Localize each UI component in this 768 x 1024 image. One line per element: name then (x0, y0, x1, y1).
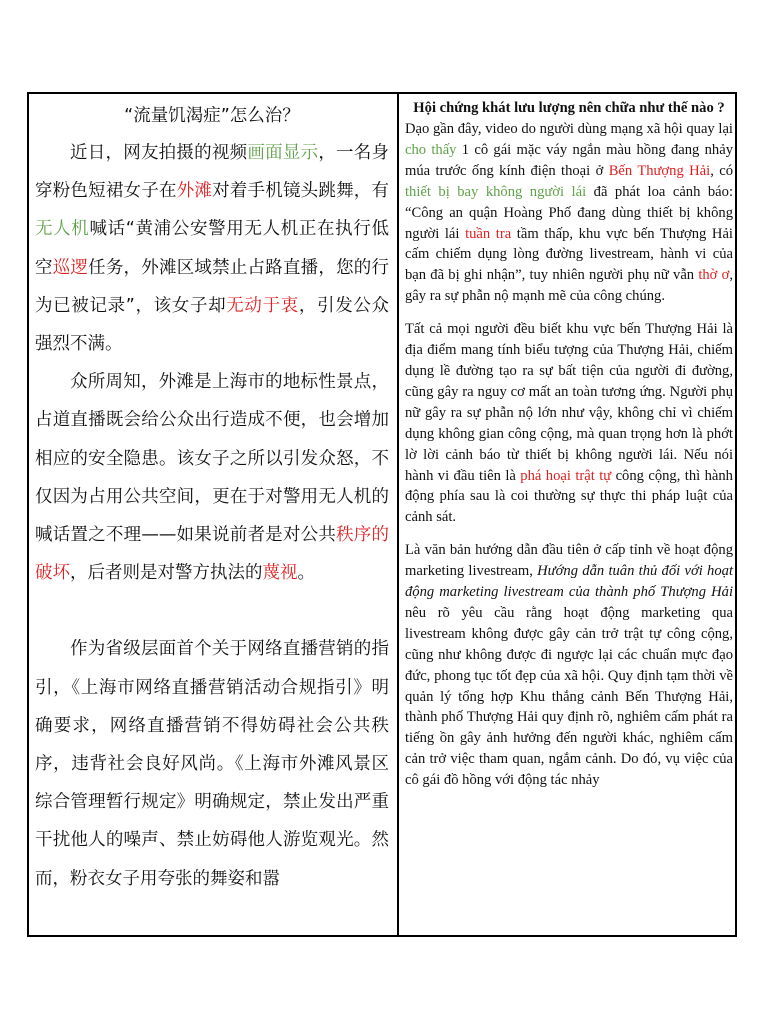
text-run: 外滩 (176, 181, 213, 202)
text-run: 画面显示 (247, 143, 319, 163)
vietnamese-paragraph-3 (405, 540, 733, 791)
text-run: Bến Thượng Hải (608, 162, 711, 179)
text-run: Tất cả mọi người đều biết khu vực bến Thượng Hải là địa điểm mang tính biểu tượng của Thượng Hải, chiếm dụng lề đường tạo ra sự bất tiện của người đi đường, cũng gây ra nguy cơ mất an toàn tương ứng. Người phụ nữ gây ra sự phẫn nộ lớn như vậy, không chỉ vì chiếm dụng không gian công cộng, mà quan trọng hơn là phớt lờ lời cảnh báo từ thiết bị không người lái. Nếu nói hành vi đầu tiên là (405, 321, 733, 484)
chinese-column (35, 98, 389, 898)
text-run: ，引发公众强烈不满。 (35, 295, 390, 355)
text-run: , gây ra sự phẫn nộ mạnh mẽ của công chúng. (405, 267, 733, 305)
chinese-paragraph-3 (35, 630, 389, 897)
text-run: Là văn bản hướng dẫn đầu tiên ở cấp tỉnh về hoạt động marketing livestream, (405, 542, 733, 580)
text-run: 无人机 (35, 219, 90, 240)
text-run: Hướng dẫn tuân thủ đối với hoạt động marketing livestream của thành phố Thượng Hải (405, 563, 734, 601)
text-run: ，后者则是对警方执法的 (70, 563, 263, 584)
text-run: 对着手机镜头跳舞，有 (212, 181, 390, 202)
text-run: 任务，外滩区域禁止占路直播，您的行为已被记录”，该女子却 (35, 257, 390, 316)
text-run: tuần tra (465, 225, 512, 242)
text-run: thờ ơ (698, 267, 730, 284)
chinese-title: “流量饥渴症”怎么治？ (124, 106, 300, 126)
text-run: 作为省级层面首个关于网络直播营销的指引，《上海市网络直播营销活动合规指引》明确要求，网络直播营销不得妨碍社会公共秩序，违背社会良好风尚。《上海市外滩风景区综合管理暂行规定》明确规定，禁止发出严重干扰他人的噪声、禁止妨碍他人游览观光。然而，粉衣女子用夸张的舞姿和嚣 (35, 639, 389, 889)
vietnamese-paragraph-1 (405, 119, 733, 307)
vietnamese-paragraph-2 (405, 319, 733, 528)
bilingual-table (27, 92, 737, 937)
text-run: 近日，网友拍摄的视频 (70, 143, 248, 163)
text-run: 蔑视 (262, 563, 298, 584)
text-run: thiết bị bay không người lái (405, 183, 587, 200)
vietnamese-title: Hội chứng khát lưu lượng nên chữa như thế nào ? (413, 100, 725, 116)
text-run: 。 (297, 563, 315, 584)
text-run: 喊话“黄浦公安警用无人机正在执行低空 (35, 219, 389, 278)
text-run: 无动于衷 (226, 295, 299, 316)
text-run: 1 cô gái mặc váy ngắn màu hồng đang nhảy múa trước ống kính điện thoại ở (405, 141, 733, 179)
chinese-paragraph-1 (35, 134, 389, 363)
chinese-paragraph-2 (35, 363, 389, 592)
text-run: nêu rõ yêu cầu rằng hoạt động marketing qua livestream không được gây cản trở trật tự công cộng, cũng như không được đi ngược lại các chuẩn mực đạo đức, phong tục tốt đẹp của xã hội. Quy định tạm thời về quản lý tổng hợp Khu thắng cảnh Bến Thượng Hải, thành phố Thượng Hải quy định rõ, nghiêm cấm phát ra tiếng ồn gây ảnh hưởng đến người khác, nghiêm cấm cản trở việc tham quan, ngắm cảnh. Do đó, vụ việc của cô gái đồ hồng với động tác nhảy (405, 604, 733, 789)
text-run: Dạo gần đây, video do người dùng mạng xã hội quay lại (405, 121, 733, 137)
text-run: ，一名身穿粉色短裙女子在 (35, 143, 390, 202)
text-run: 秩序的破坏 (35, 525, 390, 584)
text-run: công cộng, thì hành động phía sau là coi thường sự thực thi pháp luật của cảnh sát. (405, 467, 733, 526)
text-run: cho thấy (405, 141, 457, 158)
vietnamese-column (405, 98, 733, 791)
text-run: phá hoại trật tự (520, 467, 612, 484)
text-run: tầm thấp, khu vực bến Thượng Hải cấm chiếm dụng lòng đường livestream, hành vi của bạn đã bị ghi nhận”, tuy nhiên người phụ nữ vẫn (405, 225, 733, 284)
text-run: , có (710, 162, 734, 179)
column-divider (397, 94, 399, 935)
text-run: 众所周知，外滩是上海市的地标性景点，占道直播既会给公众出行造成不便，也会增加相应的安全隐患。该女子之所以引发众怒，不仅因为占用公共空间，更在于对警用无人机的喊话置之不理——如果说前者是对公共 (35, 372, 389, 546)
text-run: 巡逻 (52, 257, 89, 278)
text-run: đã phát loa cảnh báo: “Công an quận Hoàng Phố đang dùng thiết bị không người lái (405, 183, 733, 242)
